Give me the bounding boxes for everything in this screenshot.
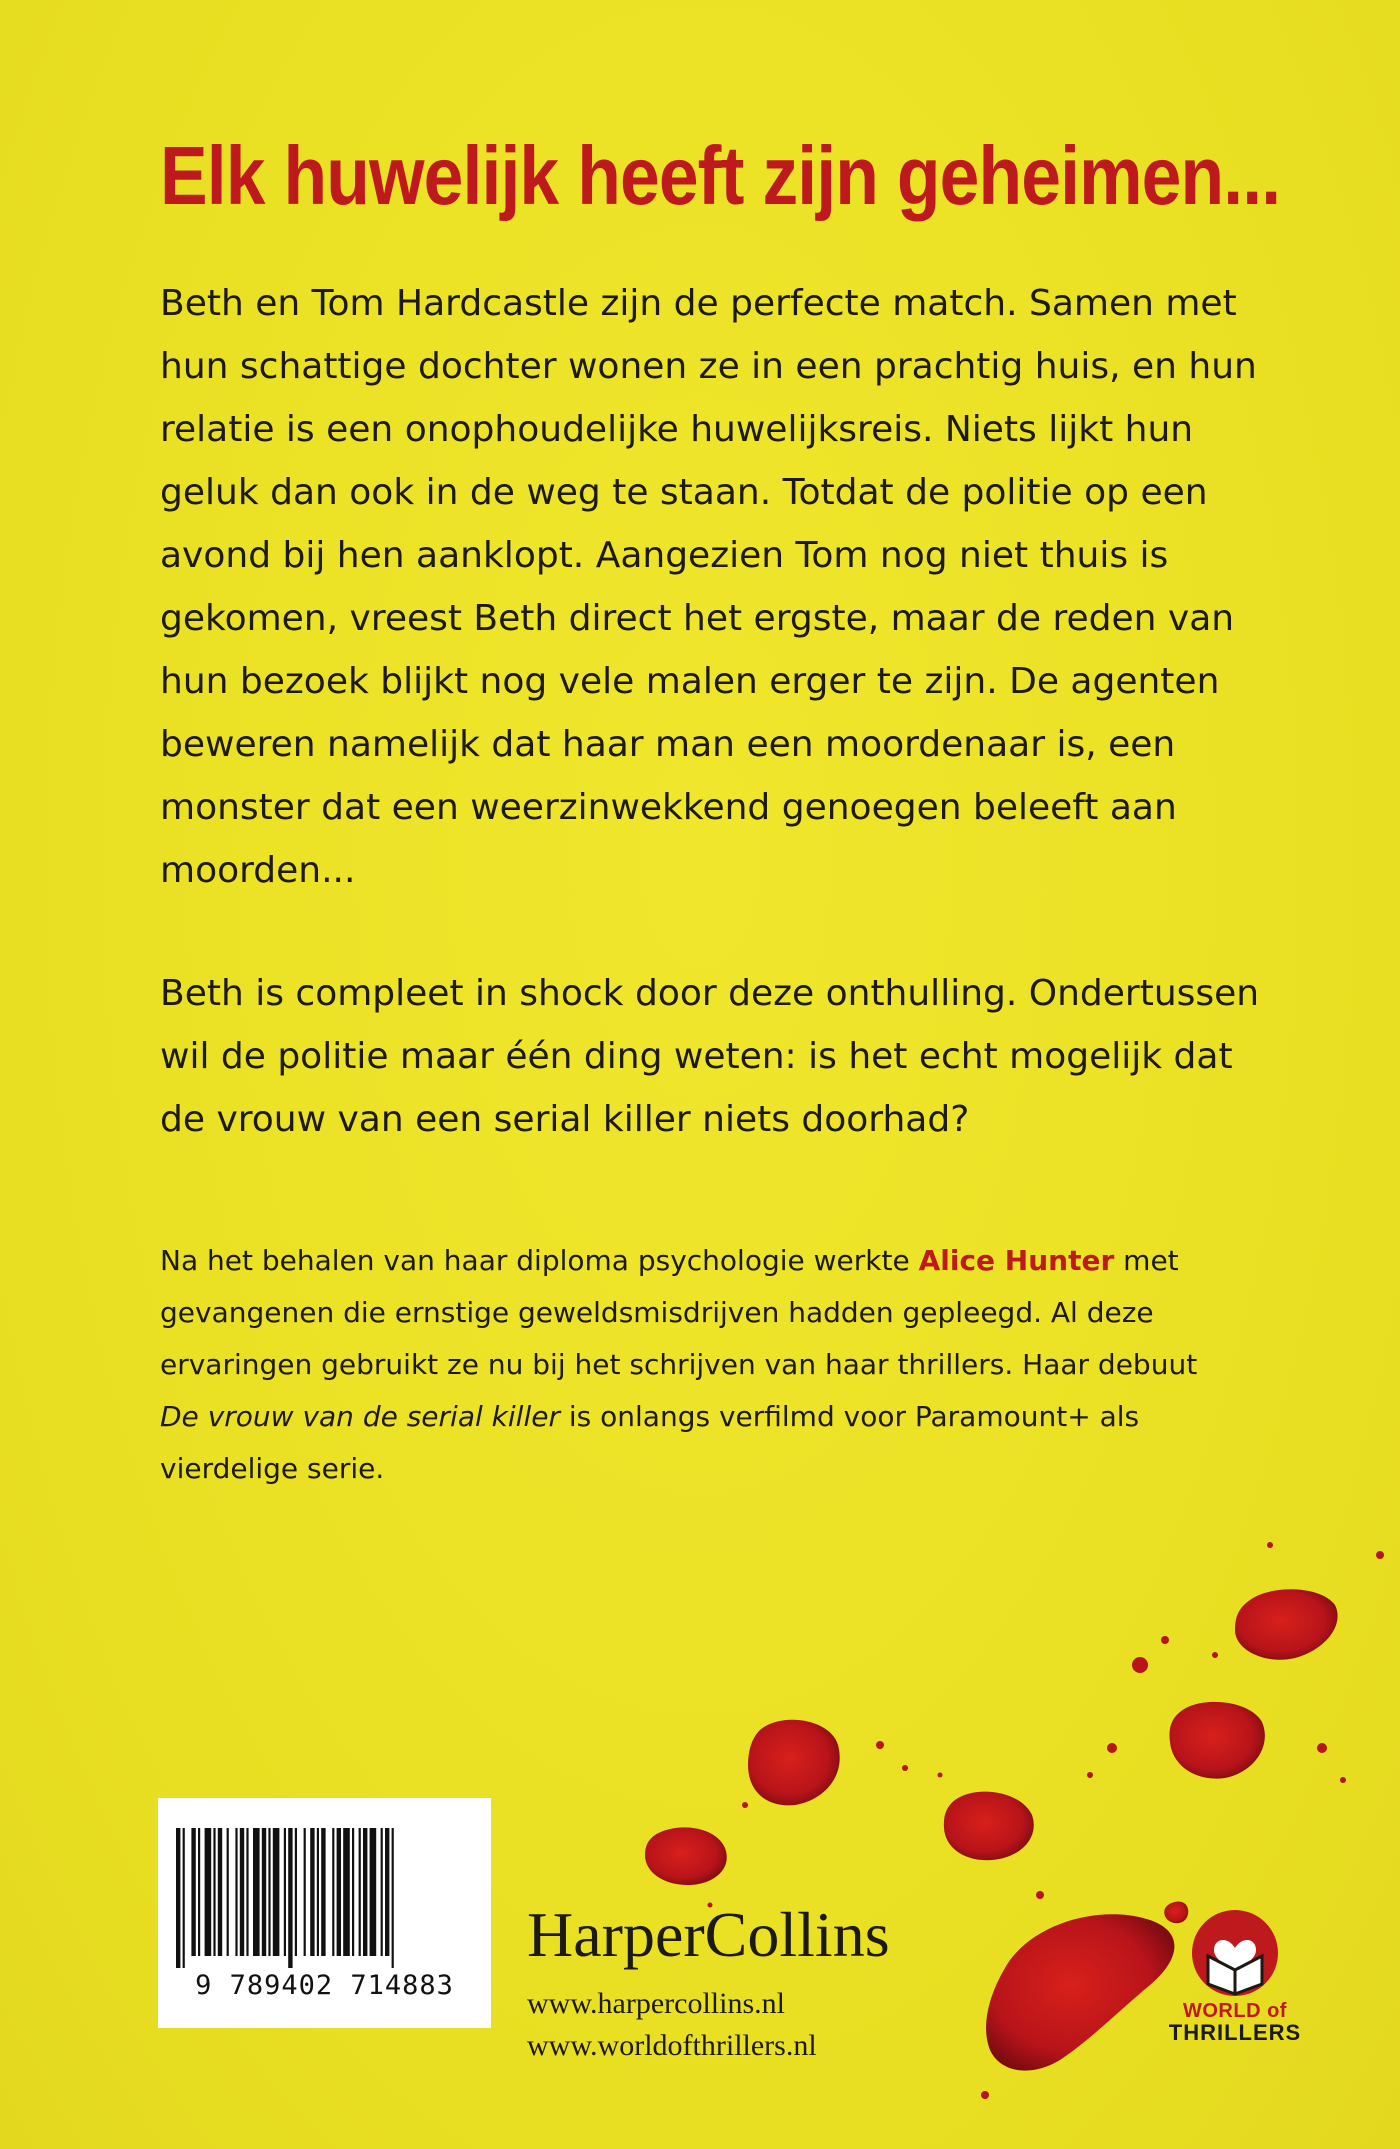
barcode-bar [310,1828,314,1956]
barcode-bar [268,1828,270,1956]
barcode-bar [183,1828,185,1968]
author-name: Alice Hunter [918,1244,1115,1277]
blurb-paragraph-2: Beth is compleet in shock door deze onthulling. Ondertussen wil de politie maar één ding weten: is het echt mogelijk dat de vrouw van een serial killer niets doorhad? [160,973,1260,1140]
debut-title: De vrouw van de serial killer [160,1400,560,1433]
barcode-bar [343,1828,350,1956]
barcode-bar [176,1828,180,1968]
barcode-bar [273,1828,280,1956]
barcode-bar [295,1828,297,1956]
barcode-bar [227,1828,229,1956]
barcode-bar [363,1828,367,1956]
barcode-bar [246,1828,248,1956]
barcode-bar [284,1828,286,1956]
barcode-bar [240,1828,244,1956]
barcode-bar [381,1828,383,1956]
barcode-bar [317,1828,319,1956]
barcode-bar [213,1828,215,1956]
isbn-number: 9 789402 714883 [195,1970,454,2001]
blurb-paragraph-1: Beth en Tom Hardcastle zijn de perfecte match. Samen met hun schattige dochter wonen ze in een prachtig huis, en hun relatie is een onophoudelijke huwelijksreis. Niets lijkt hun geluk dan ook in de weg te staan. Totdat de politie op een avond bij hen aanklopt. Aangezien Tom nog niet thuis is gekomen, vreest Beth direct het ergste, maar de reden van hun bezoek blijkt nog vele malen erger te zijn. De agenten beweren namelijk dat haar man een moordenaar is, een monster dat een weerzinwekkend genoegen beleeft aan moorden... [160,283,1257,891]
bio-outro: is onlangs verfilmd voor Paramount+ als vierdelige serie. [160,1400,1140,1485]
barcode-bar [359,1828,361,1956]
publisher-url[interactable]: www.harpercollins.nl [527,1987,785,2020]
barcode-bar [205,1828,212,1956]
barcode-bar [304,1828,306,1956]
barcode-bar [385,1828,389,1956]
bio-intro: Na het behalen van haar diploma psychologie werkte [160,1244,919,1277]
logo-text-world-of: WORLD of [1183,2000,1287,2022]
barcode-bar [262,1828,266,1956]
barcode-bar [332,1828,334,1956]
imprint-url[interactable]: www.worldofthrillers.nl [527,2029,817,2062]
barcode-bar [191,1828,195,1956]
barcode-bar [253,1828,260,1956]
barcode-bar [218,1828,222,1956]
barcode-bar [392,1828,394,1968]
barcode-bar [337,1828,341,1956]
barcode-bar [235,1828,237,1956]
bio-middle: met gevangenen die ernstige geweldsmisdrijven hadden gepleegd. Al deze ervaringen gebruikt ze nu bij het schrijven van haar thrillers. Haar debuut [160,1244,1198,1381]
barcode [158,1798,491,2028]
barcode-bar [352,1828,354,1956]
barcode-bar [198,1828,200,1956]
open-book-heart-icon [1190,1908,1280,1998]
world-of-thrillers-logo [1160,1908,1310,2048]
barcode-bar [288,1828,292,1968]
barcode-bar [370,1828,377,1956]
logo-text-thrillers: THRILLERS [1168,2020,1302,2045]
barcode-bars [176,1828,473,1968]
barcode-bar [321,1828,325,1956]
headline: Elk huwelijk heeft zijn geheimen... [160,129,1281,222]
publisher-name: HarperCollins [527,1899,890,1970]
